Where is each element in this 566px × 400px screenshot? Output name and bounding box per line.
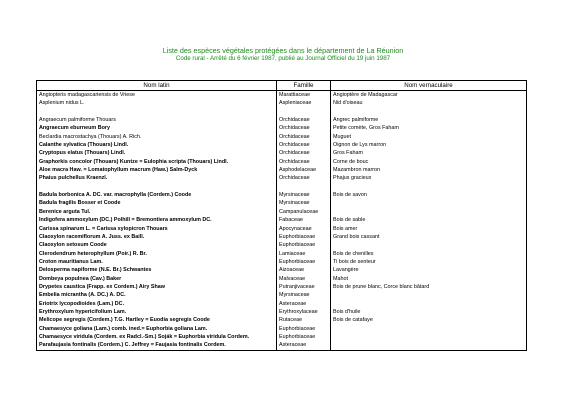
vernacular-name-cell: Bois de savon	[331, 191, 527, 199]
family-cell: Orchidaceae	[277, 116, 331, 124]
table-row	[37, 283, 527, 291]
family-cell: Fabaceae	[277, 216, 331, 224]
family-cell	[277, 183, 331, 191]
table-row	[37, 275, 527, 283]
family-cell: Campanulaceae	[277, 208, 331, 216]
vernacular-name-cell	[331, 199, 527, 207]
family-cell: Orchidaceae	[277, 174, 331, 182]
table-header-row	[37, 81, 527, 91]
family-cell: Euphorbiaceae	[277, 333, 331, 341]
vernacular-name-cell: Ti bois de senteur	[331, 258, 527, 266]
latin-name-cell: Erythroxylum hypericifolium Lam.	[37, 308, 277, 316]
latin-name-cell: Aloe macra Haw. = Lomatophyllum macrum (Haw.) Salm-Dyck	[37, 166, 277, 174]
family-cell: Asteraceae	[277, 341, 331, 350]
table-row	[37, 316, 527, 324]
latin-name-cell: Badula borbonica A. DC. var. macrophylla (Cordem.) Coode	[37, 191, 277, 199]
latin-name-cell: Delosperma napiforme (N.E. Br.) Schwantes	[37, 266, 277, 274]
family-cell: Marattiaceae	[277, 91, 331, 100]
vernacular-name-cell: Angrec palmiforme	[331, 116, 527, 124]
table-row	[37, 341, 527, 350]
latin-name-cell: Carissa spinarum L. = Carissa xylopicron Thouars	[37, 225, 277, 233]
header-vernacular-name: Nom vernaculaire	[331, 81, 527, 91]
vernacular-name-cell: Mazambron marron	[331, 166, 527, 174]
vernacular-name-cell: Grand bois cassant	[331, 233, 527, 241]
latin-name-cell: Cryptopus elatus (Thouars) Lindl.	[37, 149, 277, 157]
latin-name-cell: Chamaesyce goliana (Lam.) comb. ined.= Euphorbia goliana Lam.	[37, 325, 277, 333]
vernacular-name-cell	[331, 333, 527, 341]
vernacular-name-cell: Bois d'huile	[331, 308, 527, 316]
table-row	[37, 99, 527, 107]
vernacular-name-cell: Gros Faham	[331, 149, 527, 157]
family-cell: Lamiaceae	[277, 250, 331, 258]
document-subtitle: Code rural - Arrêté du 6 février 1987, publié au Journal Officiel du 19 juin 1987	[175, 55, 391, 62]
table-row	[37, 183, 527, 191]
vernacular-name-cell	[331, 300, 527, 308]
vernacular-name-cell: Angioptère de Madagascar	[331, 91, 527, 100]
vernacular-name-cell	[331, 183, 527, 191]
family-cell: Euphorbiaceae	[277, 233, 331, 241]
table-row	[37, 216, 527, 224]
vernacular-name-cell: Bois amer	[331, 225, 527, 233]
vernacular-name-cell	[331, 208, 527, 216]
table-row	[37, 333, 527, 341]
table-row	[37, 158, 527, 166]
vernacular-name-cell	[331, 108, 527, 116]
table-row	[37, 291, 527, 299]
header-family: Famille	[277, 81, 331, 91]
latin-name-cell: Calanthe sylvatica (Thouars) Lindl.	[37, 141, 277, 149]
latin-name-cell: Embelia micrantha (A. DC.) A. DC.	[37, 291, 277, 299]
table-row	[37, 191, 527, 199]
table-row	[37, 266, 527, 274]
vernacular-name-cell: Bois de catafaye	[331, 316, 527, 324]
family-cell: Rutaceae	[277, 316, 331, 324]
latin-name-cell: Chamaesyce viridula (Cordem. ex Radcl.-Sm.) Soják = Euphorbia viridula Cordem.	[37, 333, 277, 341]
table-row	[37, 241, 527, 249]
document-title: Liste des espèces végétales protégées dans le département de La Réunion	[162, 46, 404, 55]
latin-name-cell	[37, 108, 277, 116]
latin-name-cell: Beclardia macrostachya (Thouars) A. Rich.	[37, 133, 277, 141]
table-row	[37, 208, 527, 216]
latin-name-cell: Indigofera ammoxylum (DC.) Polhill = Bremontiera ammoxylum DC.	[37, 216, 277, 224]
vernacular-name-cell	[331, 341, 527, 350]
header-latin-name: Nom latin	[37, 81, 277, 91]
table-row	[37, 174, 527, 182]
table-row	[37, 225, 527, 233]
vernacular-name-cell: Mahot	[331, 275, 527, 283]
family-cell: Myrsinaceae	[277, 291, 331, 299]
table-row	[37, 250, 527, 258]
family-cell: Asphodelaceae	[277, 166, 331, 174]
table-body	[37, 91, 527, 351]
table-row	[37, 116, 527, 124]
table-row	[37, 108, 527, 116]
vernacular-name-cell	[331, 291, 527, 299]
table-row	[37, 133, 527, 141]
latin-name-cell: Berenice arguta Tul.	[37, 208, 277, 216]
table-row	[37, 166, 527, 174]
family-cell: Euphorbiaceae	[277, 325, 331, 333]
table-row	[37, 141, 527, 149]
latin-name-cell: Angiopteris madagascariensis de Vriese	[37, 91, 277, 100]
family-cell: Orchidaceae	[277, 124, 331, 132]
latin-name-cell: Parafaujasia fontinalis (Cordem.) C. Jeffrey = Faujasia fontinalis Cordem.	[37, 341, 277, 350]
vernacular-name-cell: Petite comète, Gros Faham	[331, 124, 527, 132]
latin-name-cell: Phaius pulchellus Kraenzl.	[37, 174, 277, 182]
vernacular-name-cell: Muguet	[331, 133, 527, 141]
latin-name-cell: Dombeya populnea (Cav.) Baker	[37, 275, 277, 283]
family-cell: Orchidaceae	[277, 149, 331, 157]
latin-name-cell: Claoxylon racemiflorum A. Juss. ex Baill.	[37, 233, 277, 241]
family-cell: Euphorbiaceae	[277, 241, 331, 249]
latin-name-cell: Angraecum palmiforme Thouars	[37, 116, 277, 124]
table-row	[37, 199, 527, 207]
table-row	[37, 258, 527, 266]
latin-name-cell: Drypetes caustica (Frapp. ex Cordem.) Airy Shaw	[37, 283, 277, 291]
family-cell: Asteraceae	[277, 300, 331, 308]
family-cell: Orchidaceae	[277, 141, 331, 149]
table-row	[37, 91, 527, 100]
table-row	[37, 233, 527, 241]
vernacular-name-cell: Bois de prune blanc, Corce blanc bâtard	[331, 283, 527, 291]
table-row	[37, 300, 527, 308]
latin-name-cell: Angraecum eburneum Bory	[37, 124, 277, 132]
family-cell: Orchidaceae	[277, 158, 331, 166]
table-row	[37, 124, 527, 132]
family-cell: Malvaceae	[277, 275, 331, 283]
table-row	[37, 308, 527, 316]
vernacular-name-cell	[331, 325, 527, 333]
family-cell: Myrsinaceae	[277, 199, 331, 207]
latin-name-cell: Graphorkis concolor (Thouars) Kuntze = Eulophia scripta (Thouars) Lindl.	[37, 158, 277, 166]
latin-name-cell: Melicope segregis (Cordem.) T.G. Hartley = Euodia segregis Coode	[37, 316, 277, 324]
latin-name-cell: Clerodendrum heterophyllum (Poir.) R. Br.	[37, 250, 277, 258]
family-cell: Erythroxylaceae	[277, 308, 331, 316]
vernacular-name-cell: Bois de sable	[331, 216, 527, 224]
family-cell: Putranjivaceae	[277, 283, 331, 291]
latin-name-cell: Croton mauritianus Lam.	[37, 258, 277, 266]
vernacular-name-cell: Phajus gracieux	[331, 174, 527, 182]
family-cell: Orchidaceae	[277, 133, 331, 141]
table-row	[37, 149, 527, 157]
vernacular-name-cell: Nid d'oiseau	[331, 99, 527, 107]
family-cell: Aizoaceae	[277, 266, 331, 274]
table-row	[37, 325, 527, 333]
family-cell: Myrsinaceae	[277, 191, 331, 199]
vernacular-name-cell: Lavangère	[331, 266, 527, 274]
species-table	[36, 80, 527, 351]
family-cell	[277, 108, 331, 116]
latin-name-cell	[37, 183, 277, 191]
vernacular-name-cell: Corne de bouc	[331, 158, 527, 166]
vernacular-name-cell	[331, 241, 527, 249]
vernacular-name-cell: Oignon de Lys marron	[331, 141, 527, 149]
latin-name-cell: Badula fragilis Bosser et Coode	[37, 199, 277, 207]
family-cell: Euphorbiaceae	[277, 258, 331, 266]
latin-name-cell: Eriotrix lycopodioides (Lam.) DC.	[37, 300, 277, 308]
vernacular-name-cell: Bois de chenilles	[331, 250, 527, 258]
latin-name-cell: Claoxylon setosum Coode	[37, 241, 277, 249]
latin-name-cell: Asplenium nidus L.	[37, 99, 277, 107]
family-cell: Aspleniaceae	[277, 99, 331, 107]
family-cell: Apocynaceae	[277, 225, 331, 233]
